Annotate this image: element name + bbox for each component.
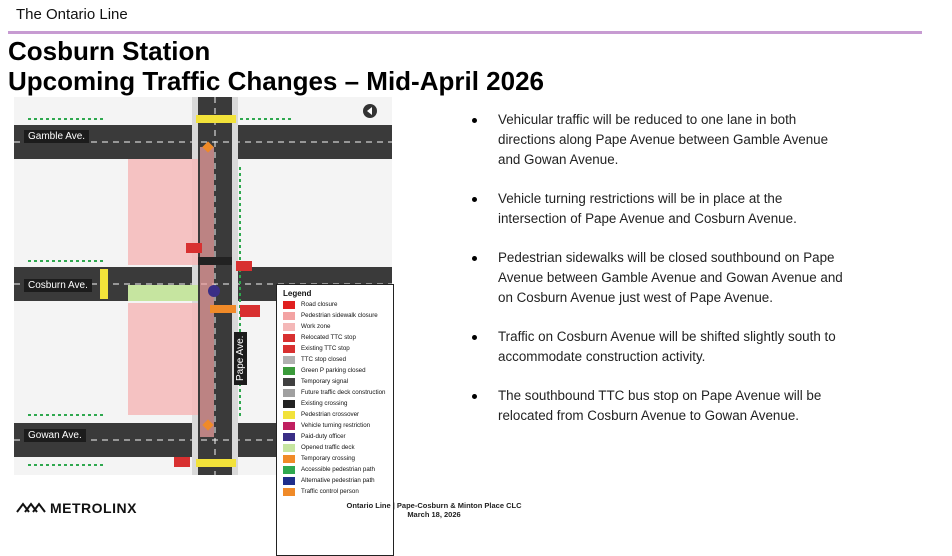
legend-label: Alternative pedestrian path — [301, 477, 375, 484]
footer-line-2: March 18, 2026 — [407, 510, 461, 519]
bullet-icon — [472, 118, 477, 123]
work-zone-south — [128, 303, 198, 415]
legend-item — [283, 301, 387, 309]
opened-traffic-deck — [128, 285, 198, 301]
legend-item — [283, 367, 387, 375]
legend-item — [283, 356, 387, 364]
metrolinx-logo-text: METROLINX — [50, 500, 137, 516]
header-divider — [8, 31, 922, 34]
street-label-gamble: Gamble Ave. — [24, 130, 89, 143]
legend-label: Relocated TTC stop — [301, 334, 356, 341]
legend-swatch — [283, 433, 295, 441]
legend-swatch — [283, 378, 295, 386]
legend-label: Temporary crossing — [301, 455, 355, 462]
legend-item — [283, 400, 387, 408]
bullet-text: Vehicle turning restrictions will be in place at the intersection of Pape Avenue and Cosburn Avenue. — [498, 191, 797, 226]
legend-item — [283, 488, 387, 496]
legend-list — [283, 301, 387, 496]
slide-title — [8, 36, 544, 96]
legend-label: Work zone — [301, 323, 331, 330]
legend-swatch — [283, 400, 295, 408]
legend-swatch — [283, 367, 295, 375]
legend-swatch — [283, 477, 295, 485]
legend-item — [283, 466, 387, 474]
bullet-icon — [472, 394, 477, 399]
legend-label: Green P parking closed — [301, 367, 366, 374]
bullet-icon — [472, 197, 477, 202]
traffic-map — [14, 97, 392, 495]
bullet-item — [470, 386, 850, 426]
legend-item — [283, 455, 387, 463]
bullet-item — [470, 110, 850, 170]
legend-item — [283, 323, 387, 331]
legend-item — [283, 444, 387, 452]
header-title: The Ontario Line — [16, 6, 128, 23]
street-label-gowan: Gowan Ave. — [24, 429, 86, 442]
metrolinx-logo — [16, 500, 137, 516]
bullet-icon — [472, 335, 477, 340]
legend-swatch — [283, 356, 295, 364]
legend-label: Opened traffic deck — [301, 444, 355, 451]
bullet-text: Pedestrian sidewalks will be closed southbound on Pape Avenue between Gamble Avenue and Gowan Avenue and on Cosburn Avenue just west of Pape Avenue. — [498, 250, 843, 305]
bullet-item — [470, 248, 850, 308]
legend-label: Temporary signal — [301, 378, 349, 385]
legend-swatch — [283, 488, 295, 496]
legend-item — [283, 334, 387, 342]
legend-label: Existing TTC stop — [301, 345, 350, 352]
legend-swatch — [283, 466, 295, 474]
bullet-text: The southbound TTC bus stop on Pape Avenue will be relocated from Cosburn Avenue to Gowan Avenue. — [498, 388, 822, 423]
legend-item — [283, 345, 387, 353]
legend-label: Accessible pedestrian path — [301, 466, 375, 473]
street-label-cosburn: Cosburn Ave. — [24, 279, 92, 292]
footer-line-1: Ontario Line | Pape-Cosburn & Minton Place CLC — [346, 501, 522, 510]
legend-item — [283, 389, 387, 397]
legend-label: Traffic control person — [301, 488, 359, 495]
legend-label: Paid-duty officer — [301, 433, 346, 440]
slide-title-line-1: Cosburn Station — [8, 36, 211, 66]
legend-item — [283, 433, 387, 441]
legend-item — [283, 422, 387, 430]
legend-label: Pedestrian sidewalk closure — [301, 312, 378, 319]
legend-item — [283, 411, 387, 419]
legend-label: Future traffic deck construction — [301, 389, 386, 396]
bullet-text: Vehicular traffic will be reduced to one lane in both directions along Pape Avenue between Gamble Avenue and Gowan Avenue. — [498, 112, 829, 167]
legend-label: Pedestrian crossover — [301, 411, 360, 418]
bullet-icon — [472, 256, 477, 261]
legend-swatch — [283, 411, 295, 419]
legend-label: Vehicle turning restriction — [301, 422, 371, 429]
legend-label: Road closure — [301, 301, 338, 308]
legend-swatch — [283, 444, 295, 452]
legend-label: Existing crossing — [301, 400, 348, 407]
legend-swatch — [283, 389, 295, 397]
metrolinx-mark-icon — [16, 502, 46, 514]
legend-swatch — [283, 345, 295, 353]
legend-swatch — [283, 455, 295, 463]
legend-swatch — [283, 312, 295, 320]
bullet-list — [470, 110, 850, 445]
legend-swatch — [283, 334, 295, 342]
bullet-item — [470, 327, 850, 367]
slide-title-line-2: Upcoming Traffic Changes – Mid-April 2026 — [8, 66, 544, 96]
legend-swatch — [283, 301, 295, 309]
legend-swatch — [283, 323, 295, 331]
street-label-pape: Pape Ave. — [234, 332, 247, 385]
legend-swatch — [283, 422, 295, 430]
bullet-item — [470, 189, 850, 229]
bullet-text: Traffic on Cosburn Avenue will be shifted slightly south to accommodate construction activity. — [498, 329, 836, 364]
legend-item — [283, 477, 387, 485]
legend-title: Legend — [283, 289, 312, 298]
legend-item — [283, 378, 387, 386]
footer-caption — [300, 501, 568, 519]
legend-label: TTC stop closed — [301, 356, 347, 363]
legend-item — [283, 312, 387, 320]
